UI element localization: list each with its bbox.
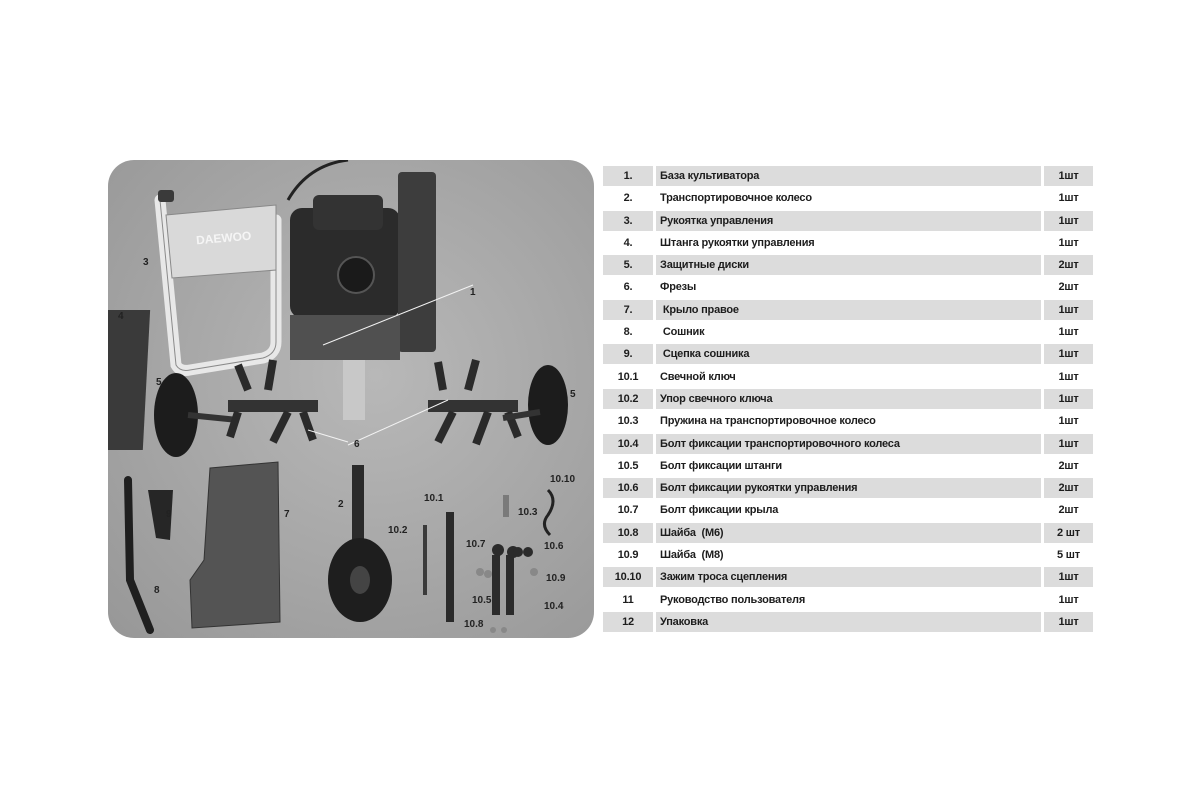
part-name: Транспортировочное колесо xyxy=(656,188,1041,208)
part-quantity: 2шт xyxy=(1044,478,1093,498)
callout-10-6: 10.6 xyxy=(544,541,564,552)
part-quantity: 1шт xyxy=(1044,590,1093,610)
tiller-right xyxy=(428,360,518,444)
part-quantity: 5 шт xyxy=(1044,545,1093,565)
part-quantity: 2шт xyxy=(1044,456,1093,476)
table-row xyxy=(603,590,1093,610)
callout-7: 7 xyxy=(284,509,290,520)
part-number: 3. xyxy=(603,211,653,231)
part-name: Зажим троса сцепления xyxy=(656,567,1041,587)
part-name: Болт фиксации штанги xyxy=(656,456,1041,476)
part-name: Болт фиксации рукоятки управления xyxy=(656,478,1041,498)
part-number: 6. xyxy=(603,277,653,297)
part-number: 10.5 xyxy=(603,456,653,476)
part-name: Штанга рукоятки управления xyxy=(656,233,1041,253)
part-number: 10.8 xyxy=(603,523,653,543)
callout-5-left: 5 xyxy=(156,377,162,388)
part-name: Шайба (М8) xyxy=(656,545,1041,565)
table-row xyxy=(603,389,1093,409)
protective-disk-right xyxy=(528,365,568,445)
part-number: 10.2 xyxy=(603,389,653,409)
table-row xyxy=(603,233,1093,253)
spark-plug-wrench xyxy=(446,512,454,622)
part-quantity: 2шт xyxy=(1044,277,1093,297)
part-number: 8. xyxy=(603,322,653,342)
callout-10-10: 10.10 xyxy=(550,474,576,485)
table-row xyxy=(603,478,1093,498)
callout-8: 8 xyxy=(154,585,160,596)
table-row xyxy=(603,567,1093,587)
part-name: Болт фиксации крыла xyxy=(656,500,1041,520)
part-quantity: 1шт xyxy=(1044,367,1093,387)
part-name: Свечной ключ xyxy=(656,367,1041,387)
part-name: Руководство пользователя xyxy=(656,590,1041,610)
callout-10-4: 10.4 xyxy=(544,601,564,612)
part-number: 9. xyxy=(603,344,653,364)
part-number: 1. xyxy=(603,166,653,186)
table-row xyxy=(603,211,1093,231)
part-number: 2. xyxy=(603,188,653,208)
part-name: Рукоятка управления xyxy=(656,211,1041,231)
part-name: Упор свечного ключа xyxy=(656,389,1041,409)
part-name: Сошник xyxy=(656,322,1041,342)
table-row xyxy=(603,300,1093,320)
part-number: 10.1 xyxy=(603,367,653,387)
part-number: 12 xyxy=(603,612,653,632)
callout-1: 1 xyxy=(470,287,476,298)
part-quantity: 1шт xyxy=(1044,344,1093,364)
callout-10-7: 10.7 xyxy=(466,539,486,550)
part-name: Упаковка xyxy=(656,612,1041,632)
part-name: Защитные диски xyxy=(656,255,1041,275)
part-quantity: 1шт xyxy=(1044,411,1093,431)
part-quantity: 1шт xyxy=(1044,389,1093,409)
table-row xyxy=(603,612,1093,632)
part-number: 10.9 xyxy=(603,545,653,565)
part-quantity: 2 шт xyxy=(1044,523,1093,543)
callout-10-1: 10.1 xyxy=(424,493,444,504)
callout-10-3: 10.3 xyxy=(518,507,538,518)
part-number: 10.4 xyxy=(603,434,653,454)
callout-2: 2 xyxy=(338,499,344,510)
part-quantity: 2шт xyxy=(1044,255,1093,275)
table-row xyxy=(603,322,1093,342)
parts-photo xyxy=(108,160,594,638)
opener xyxy=(128,480,150,630)
parts-illustration xyxy=(108,160,594,638)
table-row xyxy=(603,188,1093,208)
part-name: База культиватора xyxy=(656,166,1041,186)
parts-table xyxy=(603,166,1093,634)
part-quantity: 1шт xyxy=(1044,434,1093,454)
part-quantity: 1шт xyxy=(1044,188,1093,208)
part-name: Сцепка сошника xyxy=(656,344,1041,364)
part-number: 5. xyxy=(603,255,653,275)
part-number: 10.7 xyxy=(603,500,653,520)
part-number: 11 xyxy=(603,590,653,610)
callout-3: 3 xyxy=(143,257,149,268)
part-quantity: 1шт xyxy=(1044,567,1093,587)
part-name: Крыло правое xyxy=(656,300,1041,320)
part-number: 10.6 xyxy=(603,478,653,498)
table-row xyxy=(603,545,1093,565)
table-row xyxy=(603,456,1093,476)
part-quantity: 1шт xyxy=(1044,166,1093,186)
callout-9: 9 xyxy=(166,509,172,520)
part-name: Пружина на транспортировочное колесо xyxy=(656,411,1041,431)
table-row xyxy=(603,367,1093,387)
handle-shaft xyxy=(108,310,150,450)
callout-4: 4 xyxy=(118,311,124,322)
callout-10-2: 10.2 xyxy=(388,525,408,536)
part-name: Болт фиксации транспортировочного колеса xyxy=(656,434,1041,454)
part-number: 4. xyxy=(603,233,653,253)
callout-6: 6 xyxy=(354,439,360,450)
tiller-left xyxy=(228,360,318,442)
part-number: 10.10 xyxy=(603,567,653,587)
brand-logo: DAEWOO xyxy=(195,228,252,248)
part-quantity: 1шт xyxy=(1044,612,1093,632)
table-row xyxy=(603,434,1093,454)
callout-5-right: 5 xyxy=(570,389,576,400)
callout-10-5: 10.5 xyxy=(472,595,492,606)
table-row xyxy=(603,255,1093,275)
part-quantity: 2шт xyxy=(1044,500,1093,520)
table-row xyxy=(603,523,1093,543)
part-number: 7. xyxy=(603,300,653,320)
part-quantity: 1шт xyxy=(1044,233,1093,253)
part-quantity: 1шт xyxy=(1044,300,1093,320)
right-wing xyxy=(190,462,280,628)
part-quantity: 1шт xyxy=(1044,322,1093,342)
callout-10-9: 10.9 xyxy=(546,573,566,584)
table-row xyxy=(603,411,1093,431)
part-number: 10.3 xyxy=(603,411,653,431)
part-quantity: 1шт xyxy=(1044,211,1093,231)
table-row xyxy=(603,344,1093,364)
table-row xyxy=(603,277,1093,297)
part-name: Фрезы xyxy=(656,277,1041,297)
table-row xyxy=(603,166,1093,186)
callout-10-8: 10.8 xyxy=(464,619,484,630)
part-name: Шайба (М6) xyxy=(656,523,1041,543)
table-row xyxy=(603,500,1093,520)
